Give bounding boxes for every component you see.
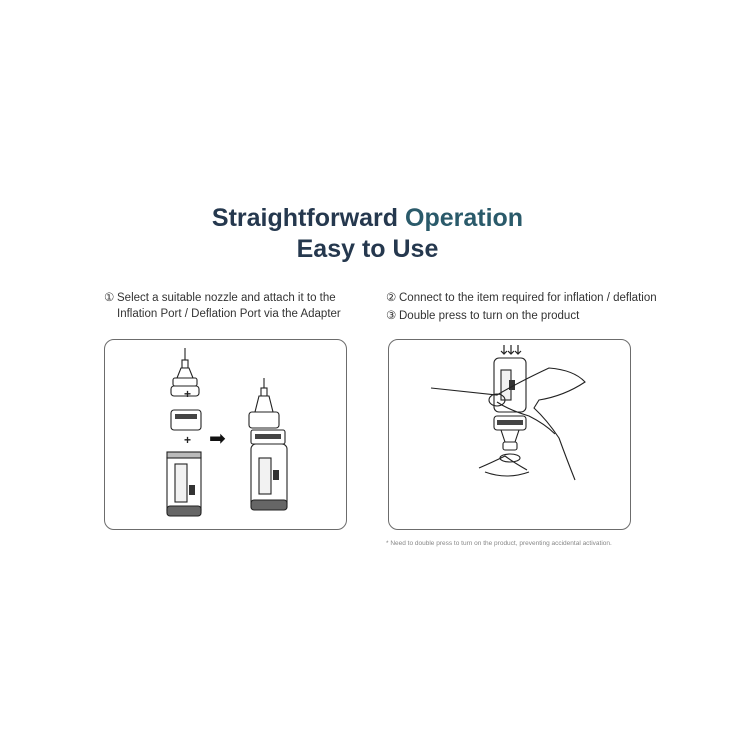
heading-line-2: Easy to Use (296, 235, 439, 263)
inflatable-item-icon (479, 454, 529, 476)
step-3 (386, 308, 579, 324)
usage-illustration-panel (388, 339, 631, 530)
footnote: * Need to double press to turn on the product, preventing accidental activation. (386, 540, 612, 547)
step-1 (104, 290, 341, 322)
step-3-text: Double press to turn on the product (399, 310, 580, 322)
plus-sign-2: + (184, 433, 192, 447)
step-2 (386, 290, 657, 306)
adapter-icon (171, 410, 201, 430)
air-flow-icon (501, 345, 521, 354)
step-1-text-line1: Select a suitable nozzle and attach it to the (117, 292, 336, 304)
step-3-number: ③ (386, 310, 397, 322)
heading-word-straightforward: Straightforward (211, 204, 399, 232)
pump-unit-icon (167, 452, 201, 516)
step-2-text: Connect to the item required for inflation / deflation (399, 292, 657, 304)
step-2-number: ② (386, 292, 397, 304)
step-1-number: ① (104, 292, 115, 304)
arrow-right-icon: ➡ (209, 428, 226, 450)
assembled-pump-icon (249, 378, 287, 510)
heading-word-operation: Operation (405, 204, 524, 232)
plus-sign-1: + (184, 387, 192, 401)
assembly-illustration-panel (104, 339, 347, 530)
heading-line-1 (0, 202, 735, 234)
step-1-text-line2: Inflation Port / Deflation Port via the Adapter (117, 308, 341, 320)
usage-illustration (389, 340, 630, 529)
pump-unit-icon (494, 358, 526, 450)
